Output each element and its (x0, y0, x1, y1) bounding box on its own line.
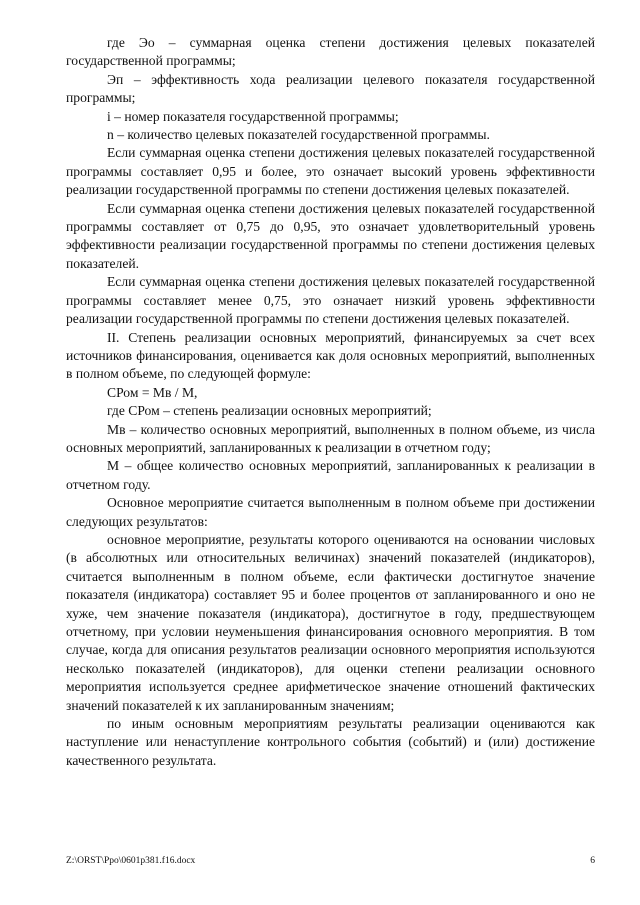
paragraph-high-efficiency: Если суммарная оценка степени достижения целевых показателей государственной программы составляет 0,95 и более, это означает высокий уровень эффективности реализации государственной программы по степени достижения целевых показателей. (66, 145, 595, 198)
formula: СРом = Мв / М, (107, 384, 198, 400)
paragraph-srom-definition: где СРом – степень реализации основных мероприятий; (107, 403, 432, 419)
paragraph-n-definition: n – количество целевых показателей государственной программы. (107, 127, 490, 143)
paragraph-section-ii: II. Степень реализации основных мероприятий, финансируемых за счет всех источников финансирования, оценивается как доля основных мероприятий, выполненных в полном объеме, по следующей формуле: (66, 329, 595, 382)
paragraph-other-results: по иным основным мероприятиям результаты реализации оцениваются как наступление или ненаступление контрольного события (событий) и (или) достижение качественного результата. (66, 716, 595, 768)
document-body (66, 34, 595, 770)
paragraph-i-definition: i – номер показателя государственной программы; (107, 108, 399, 124)
footer-page-number: 6 (590, 856, 595, 866)
paragraph-eo-definition: где Эо – суммарная оценка степени достижения целевых показателей государственной программы; (66, 35, 595, 69)
paragraph-low-efficiency: Если суммарная оценка степени достижения целевых показателей государственной программы составляет менее 0,75, это означает низкий уровень эффективности реализации государственной программы по степени достижения целевых показателей. (66, 274, 595, 327)
paragraph-mv-definition: Мв – количество основных мероприятий, выполненных в полном объеме, из числа основных мероприятий, запланированных к реализации в отчетном году; (66, 421, 595, 455)
footer-file-path: Z:\ORST\Ppo\0601p381.f16.docx (66, 856, 196, 866)
paragraph-numeric-results: основное мероприятие, результаты которого оцениваются на основании числовых (в абсолютных или относительных величинах) значений показателей (индикаторов), считается выполненным в полном объеме, если фактически достигнутое значение показателя (индикатора) составляет 95 и более процентов от запланированного и оно не хуже, чем значение показателя (индикатора), достигнутое в году, предшествующем отчетному, при условии неуменьшения финансирования основного мероприятия. В том случае, когда для описания результатов реализации основного мероприятия используются несколько показателей (индикаторов), для оценки степени реализации основного мероприятия используется среднее арифметическое значение отношений фактических значений показателей к их запланированным значениям; (66, 531, 595, 713)
paragraph-satisfactory-efficiency: Если суммарная оценка степени достижения целевых показателей государственной программы составляет от 0,75 до 0,95, это означает удовлетворительный уровень эффективности реализации государственной программы по степени достижения целевых показателей. (66, 200, 595, 271)
paragraph-ep-definition: Эп – эффективность хода реализации целевого показателя государственной программы; (66, 71, 595, 106)
paragraph-completion-criteria: Основное мероприятие считается выполненным в полном объеме при достижении следующих результатов: (66, 495, 595, 529)
paragraph-m-definition: М – общее количество основных мероприятий, запланированных к реализации в отчетном году. (66, 458, 595, 492)
page-footer (66, 855, 595, 867)
